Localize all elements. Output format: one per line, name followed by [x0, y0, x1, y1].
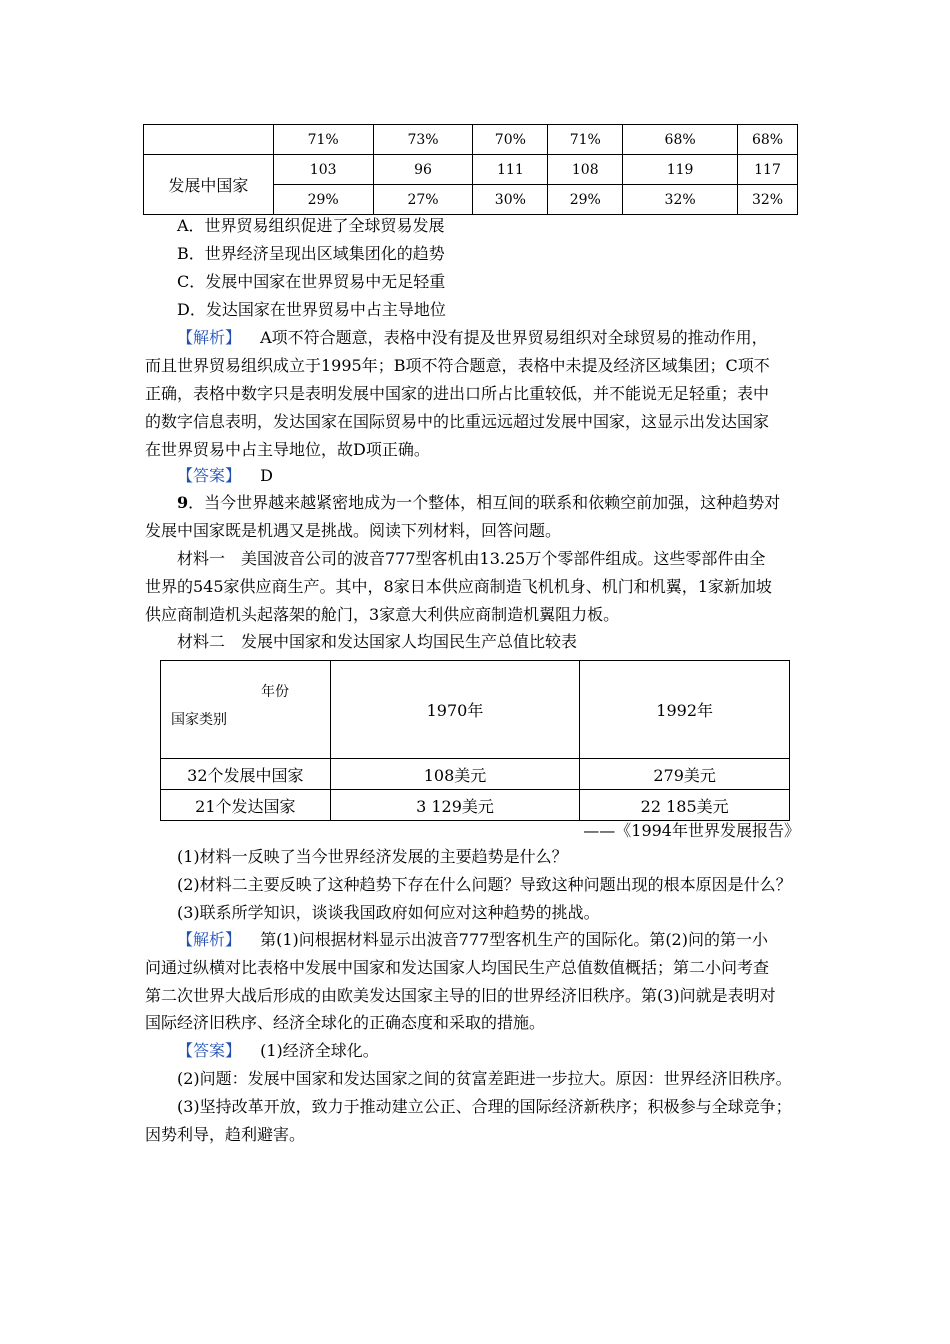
table-cell: 111: [473, 155, 548, 185]
option-a: A．世界贸易组织促进了全球贸易发展: [177, 216, 445, 235]
option-d: D．发达国家在世界贸易中占主导地位: [177, 300, 446, 319]
table-cell: 73%: [373, 125, 473, 155]
q8-analysis-line: 在世界贸易中占主导地位，故D项正确。: [145, 440, 430, 459]
q9-analysis-line: 第二次世界大战后形成的由欧美发达国家主导的旧的世界经济旧秩序。第(3)问就是表明对: [145, 986, 776, 1005]
material1-line: 世界的545家供应商生产。其中，8家日本供应商制造飞机机身、机门和机翼，1家新加坡: [145, 577, 772, 596]
material2-title: 材料二 发展中国家和发达国家人均国民生产总值比较表: [177, 632, 578, 651]
q9-stem-line: 发展中国家既是机遇又是挑战。阅读下列材料，回答问题。: [145, 521, 562, 540]
table-cell: 279美元: [580, 759, 790, 790]
trade-share-table: [143, 124, 798, 215]
option-b: B．世界经济呈现出区域集团化的趋势: [177, 244, 445, 263]
table-cell: 71%: [273, 125, 373, 155]
table-cell: 119: [623, 155, 738, 185]
table-row: [161, 790, 790, 821]
table-cell: 71%: [548, 125, 623, 155]
row-label: 21个发达国家: [161, 790, 331, 821]
header-1970: 1970年: [330, 661, 580, 759]
table-cell: 32%: [623, 185, 738, 215]
question-1: (1)材料一反映了当今世界经济发展的主要趋势是什么？: [177, 847, 568, 866]
table-cell: 108: [548, 155, 623, 185]
option-c: C．发展中国家在世界贸易中无足轻重: [177, 272, 446, 291]
answer-tag: 【答案】: [177, 466, 242, 485]
question-3: (3)联系所学知识，谈谈我国政府如何应对这种趋势的挑战。: [177, 903, 600, 922]
table-cell: 108美元: [330, 759, 580, 790]
table-cell: 68%: [738, 125, 798, 155]
diagonal-header-cell: [161, 661, 331, 759]
table-row: [161, 759, 790, 790]
analysis-tag: 【解析】: [177, 328, 242, 347]
analysis-tag: 【解析】: [177, 930, 242, 949]
table-header-row: [161, 661, 790, 759]
table-cell: 70%: [473, 125, 548, 155]
header-type: 国家类别: [171, 712, 227, 728]
table-cell: 29%: [273, 185, 373, 215]
q8-analysis-line: 而且世界贸易组织成立于1995年；B项不符合题意，表格中未提及经济区域集团；C项不: [145, 356, 770, 375]
q8-analysis-line: 的数字信息表明，发达国家在国际贸易中的比重远远超过发展中国家，这显示出发达国家: [145, 412, 770, 431]
table-cell: 68%: [623, 125, 738, 155]
q9-answer-line: 因势利导，趋利避害。: [145, 1125, 306, 1144]
table-cell: 3 129美元: [330, 790, 580, 821]
table-cell-empty: [144, 125, 274, 155]
table-cell: 96: [373, 155, 473, 185]
row-label-developing: 发展中国家: [144, 155, 274, 215]
table-cell: 29%: [548, 185, 623, 215]
q9-answer-line: 【答案】 (1)经济全球化。: [177, 1041, 379, 1060]
header-1992: 1992年: [580, 661, 790, 759]
q9-analysis-line: 国际经济旧秩序、经济全球化的正确态度和采取的措施。: [145, 1013, 546, 1032]
answer-tag: 【答案】: [177, 1041, 242, 1060]
table-cell: 32%: [738, 185, 798, 215]
answer-value: D: [260, 466, 273, 485]
table-row: [144, 125, 798, 155]
q9-answer-line: (2)问题：发展中国家和发达国家之间的贫富差距进一步拉大。原因：世界经济旧秩序。: [177, 1069, 792, 1088]
table-cell: 27%: [373, 185, 473, 215]
question-number: 9: [177, 493, 189, 512]
question-2: (2)材料二主要反映了这种趋势下存在什么问题？导致这种问题出现的根本原因是什么？: [177, 875, 792, 894]
material1-line: 材料一 美国波音公司的波音777型客机由13.25万个零部件组成。这些零部件由全: [177, 549, 766, 568]
source-citation: ——《1994年世界发展报告》: [583, 821, 800, 840]
q9-analysis-line: 问通过纵横对比表格中发展中国家和发达国家人均国民生产总值数值概括；第二小问考查: [145, 958, 770, 977]
q9-answer-line: (3)坚持改革开放，致力于推动建立公正、合理的国际经济新秩序；积极参与全球竞争；: [177, 1097, 792, 1116]
material1-line: 供应商制造机头起落架的舱门，3家意大利供应商制造机翼阻力板。: [145, 605, 620, 624]
q9-analysis-line: 【解析】 第(1)问根据材料显示出波音777型客机生产的国际化。第(2)问的第一小: [177, 930, 768, 949]
table-row: [144, 155, 798, 185]
q9-stem-line: 9．当今世界越来越紧密地成为一个整体，相互间的联系和依赖空前加强，这种趋势对: [177, 493, 781, 512]
q8-analysis-line: 正确，表格中数字只是表明发展中国家的进出口所占比重较低，并不能说无足轻重；表中: [145, 384, 770, 403]
header-year: 年份: [261, 684, 289, 700]
q8-analysis-line: 【解析】 A项不符合题意，表格中没有提及世界贸易组织对全球贸易的推动作用，: [177, 328, 768, 347]
gnp-comparison-table: [160, 660, 790, 821]
q8-answer-line: [177, 466, 857, 486]
table-cell: 117: [738, 155, 798, 185]
table-cell: 30%: [473, 185, 548, 215]
table-cell: 22 185美元: [580, 790, 790, 821]
row-label: 32个发展中国家: [161, 759, 331, 790]
table-cell: 103: [273, 155, 373, 185]
